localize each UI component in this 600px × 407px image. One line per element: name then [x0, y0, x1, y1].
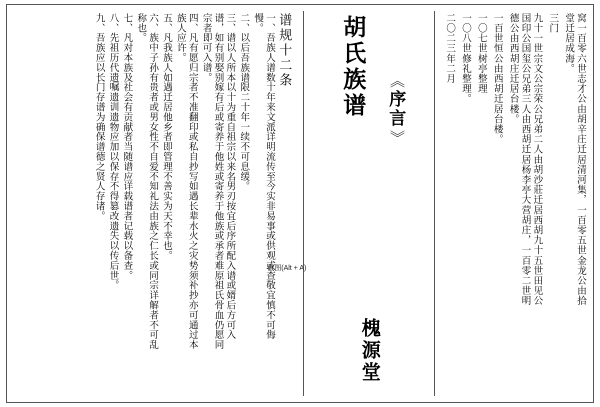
- rule-item: 六、族中子孙有贵者或男女性不自爱不知礼法由族之仁长或同宗详解者不可乱称也。: [135, 13, 158, 350]
- hall-name: 槐源堂: [358, 318, 380, 384]
- preface-column-3: 九十一世宗文公宗荣公兄弟二人由胡沙莊迁居西胡九十五世田见公国印公国玺公兄弟三人由西胡迁居杨李亭大营胡庄，一百零二世明德公由西胡庄迁居台楼。: [507, 13, 542, 306]
- rule-item: 九、吾族应以长门存谱为确保谱德之贤人存诸。: [93, 13, 104, 221]
- editor-line-2: 一〇八世修礼整理。: [460, 13, 470, 104]
- date-line: 二〇二三年二月: [444, 13, 455, 84]
- divider-right: [434, 11, 435, 396]
- page-subtitle: 序言: [386, 90, 406, 128]
- preface-column-1: 窝一百零六世志才公由胡辛庄迁居清河集，一百零五世金龙公由拾堂迁居成海。: [563, 13, 585, 306]
- rule-item: 四、凡有愿归宗者不准翻印或私自抄写如遇长辈水火之灾势须补抄亦可通过本族人应许。: [174, 13, 197, 350]
- rules-block: [11, 11, 298, 396]
- rule-item: 二、以后吾族谱限二十年一续不可息缓。: [238, 13, 249, 192]
- rule-item: 五、凡我族人如遇迁居他乡者即管理不善实为天不幸也。: [161, 13, 171, 261]
- document-content: [7, 5, 593, 402]
- rule-item: 三、谱以人所本以十为重自祖宗以来名男刃按宜后序所配入谱或婿后方可入谱，如有别娶别嫁有后或寄养于他姓或寄养于他族或承者难原祖氏骨血仍愿同宗者即可入谱。: [200, 13, 235, 350]
- preface-column-2: 三门: [547, 13, 558, 34]
- preface-column-4: 一百世恒公由西胡迁居台楼。: [491, 13, 502, 145]
- divider-left: [303, 11, 304, 396]
- rule-item: 七、凡对本族及社会有贡献者当随谱应详载谱者记载以备查。: [121, 13, 132, 281]
- rule-item: 八、先祖历代遗嘱遗训遗物应加以保存不得篡改遗失以传后世。: [107, 13, 118, 291]
- bracket-close: 》: [388, 129, 405, 146]
- rules-heading: 谱规十二条: [277, 13, 293, 88]
- document-frame: [6, 4, 594, 403]
- bracket-open: 《: [388, 72, 405, 89]
- screenshot-annotation: 截图(Alt + A): [267, 265, 307, 272]
- editor-line-1: 一〇七世树亭整理: [475, 13, 486, 94]
- rule-item: 一、吾族人谱数十年来文派详明流传至今实非易事或供观或查敬宜慎不可侮慢。: [252, 13, 274, 340]
- preface-block: [440, 11, 589, 396]
- page-title: 胡氏族谱: [340, 15, 366, 119]
- subtitle-wrap: [383, 71, 408, 147]
